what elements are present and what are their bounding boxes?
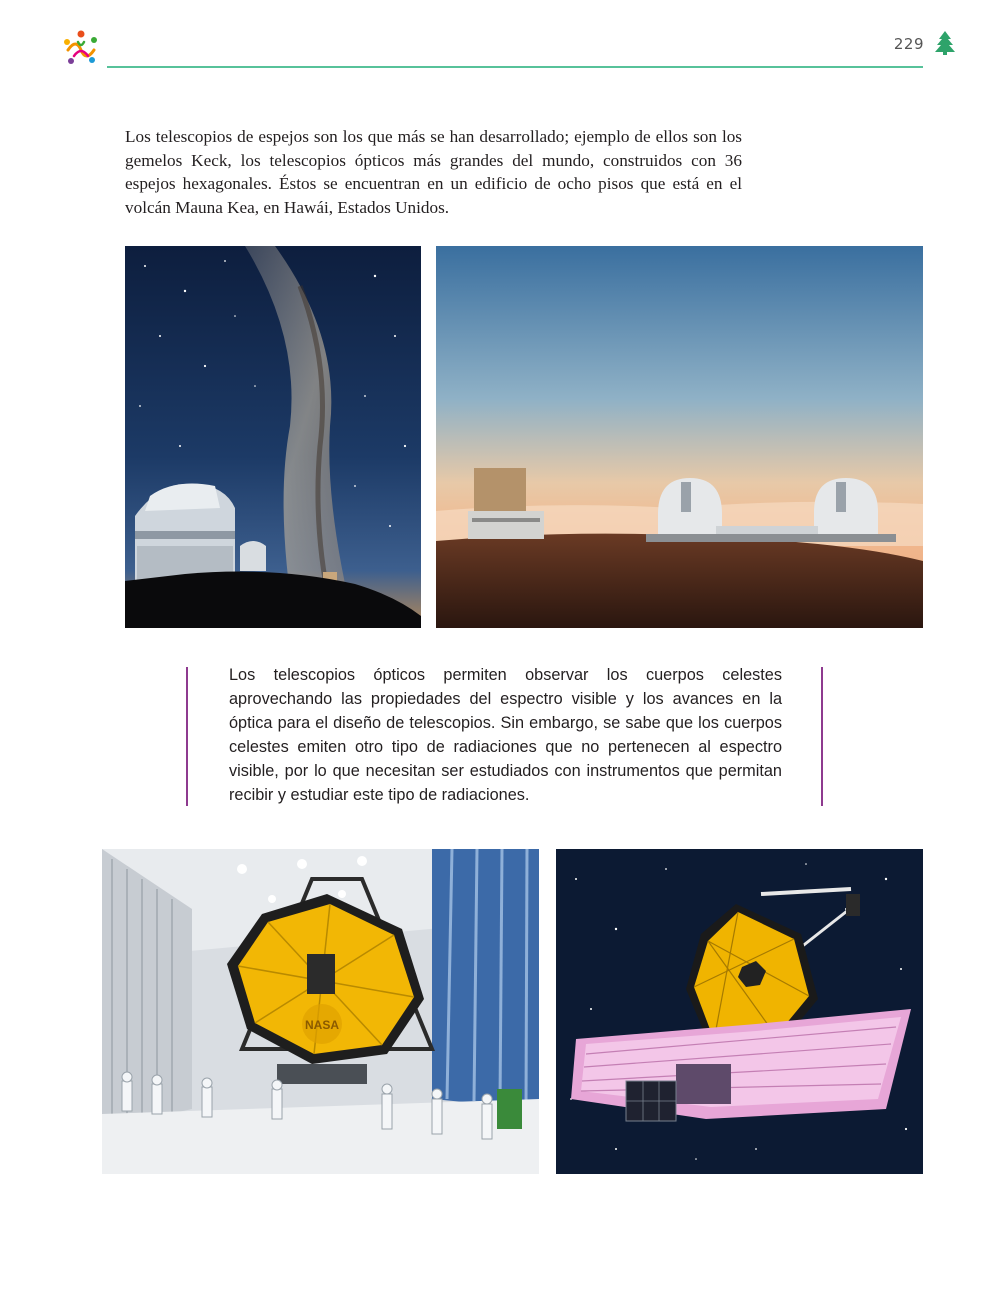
nasa-mirror-label: NASA (304, 1018, 340, 1032)
callout-left-bar (186, 667, 188, 806)
pine-tree-icon (934, 30, 956, 56)
keck-telescopes-photo (436, 246, 923, 628)
header-divider (107, 66, 923, 68)
milky-way-observatory-photo (125, 246, 421, 628)
callout-paragraph: Los telescopios ópticos permiten observar los cuerpos celestes aprovechando las propiedades del espectro visible y los avances en la óptica para el diseño de telescopios. Sin embargo, se sabe que los cuerpos celestes emiten otro tipo de radiaciones que no pertenecen al espectro visible, por lo que necesitan ser estudiados con instrumentos que permitan recibir y estudiar este tipo de radiaciones. (229, 666, 782, 804)
callout-right-bar (821, 667, 823, 806)
jwst-in-space-photo (556, 849, 923, 1174)
sep-flower-logo-icon (58, 28, 104, 68)
page-number: 229 (893, 35, 924, 53)
intro-paragraph: Los telescopios de espejos son los que más se han desarrollado; ejemplo de ellos son los gemelos Keck, los telescopios ópticos más grandes del mundo, construidos con 36 espejos hexagonales. Éstos se encuentran en un edificio de ocho pisos que está en el volcán Mauna Kea, en Hawái, Estados Unidos. (125, 127, 742, 217)
jwst-clean-room-photo (102, 849, 539, 1174)
